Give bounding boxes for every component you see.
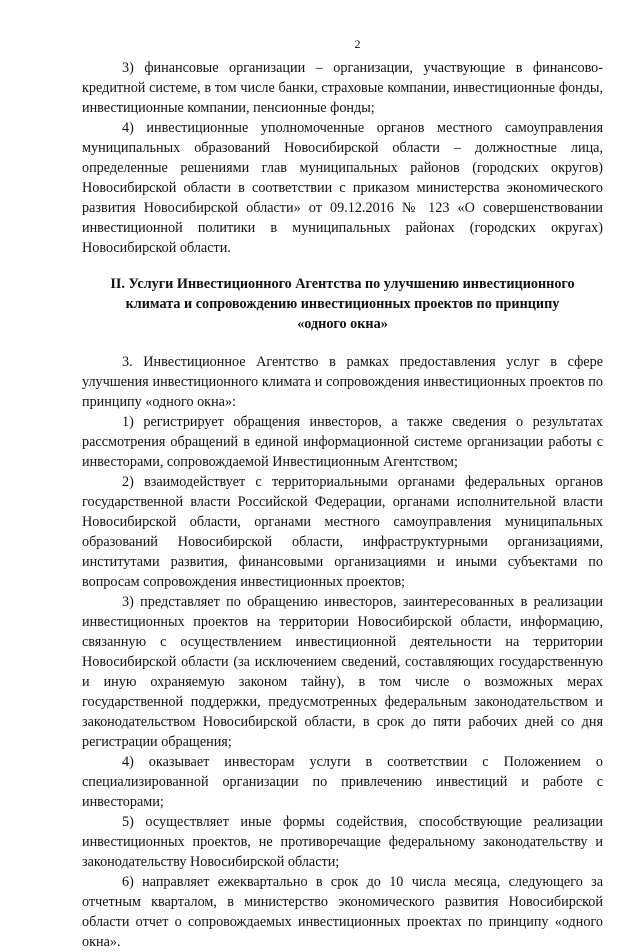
definitions-continuation bbox=[82, 58, 603, 258]
paragraph-subitem-1: 1) регистрирует обращения инвесторов, а также сведения о результатах рассмотрения обращений в единой информационной системе организации работы с инвесторами, сопровождаемой Инвестиционным Агентством; bbox=[82, 414, 603, 470]
section-heading: II. Услуги Инвестиционного Агентства по улучшению инвестиционного климата и сопровождению инвестиционных проектов по принципу «одного окна» bbox=[110, 276, 575, 332]
paragraph-subitem-3: 3) представляет по обращению инвесторов, заинтересованных в реализации инвестиционных проектов на территории Новосибирской области, информацию, связанную с осуществлением инвестиционной деятельности на территории Новосибирской области (за исключением сведений, составляющих государственную и иную охраняемую законом тайну), в том числе о возможных мерах государственной поддержки, предусмотренных федеральным законодательством и законодательством Новосибирской области, в срок до пяти рабочих дней со дня регистрации обращения; bbox=[82, 594, 603, 750]
agency-services-list bbox=[82, 352, 603, 952]
paragraph-investment-commissioners: 4) инвестиционные уполномоченные органов местного самоуправления муниципальных образований Новосибирской области – должностные лица, определенные решениями глав муниципальных районов (городских округов) Новосибирской области в соответствии с приказом министерства экономического развития Новосибирской области» от 09.12.2016 № 123 «О совершенствовании инвестиционной политики в муниципальных районах (городских округах) Новосибирской области. bbox=[82, 120, 603, 256]
page-number: 2 bbox=[354, 37, 361, 51]
paragraph-financial-organizations: 3) финансовые организации – организации, участвующие в финансово-кредитной системе, в том числе банки, страховые компании, инвестиционные фонды, инвестиционные компании, пенсионные фонды; bbox=[82, 60, 603, 116]
paragraph-subitem-6: 6) направляет ежеквартально в срок до 10 числа месяца, следующего за отчетным кварталом, в министерство экономического развития Новосибирской области отчет о сопровождаемых инвестиционных проектах по принципу «одного окна». bbox=[82, 874, 603, 950]
paragraph-subitem-4: 4) оказывает инвесторам услуги в соответствии с Положением о специализированной организации по привлечению инвестиций и работе с инвесторами; bbox=[82, 754, 603, 810]
paragraph-item-3-intro: 3. Инвестиционное Агентство в рамках предоставления услуг в сфере улучшения инвестиционного климата и сопровождения инвестиционных проектов по принципу «одного окна»: bbox=[82, 354, 603, 410]
paragraph-subitem-5: 5) осуществляет иные формы содействия, способствующие реализации инвестиционных проектов, не противоречащие федеральному законодательству и законодательству Новосибирской области; bbox=[82, 814, 603, 870]
paragraph-subitem-2: 2) взаимодействует с территориальными органами федеральных органов государственной власти Российской Федерации, органами исполнительной власти Новосибирской области, органами местного самоуправления муниципальных образований Новосибирской области, инфраструктурными организациями, институтами развития, финансовыми организациями и иными субъектами по вопросам сопровождения инвестиционных проектов; bbox=[82, 474, 603, 590]
